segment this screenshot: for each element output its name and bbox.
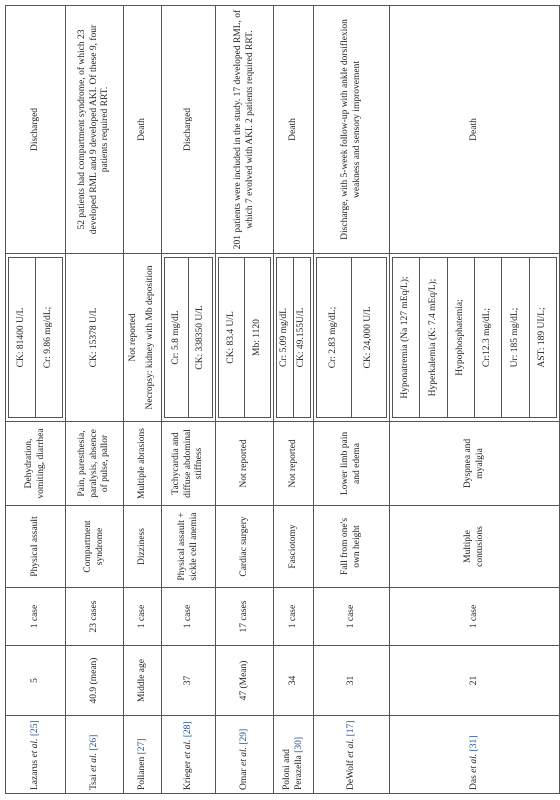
lab-value: Hypophosphatemia;	[447, 258, 474, 418]
cases-cell: 1 case	[314, 588, 390, 646]
symptoms-cell: Not reported	[216, 422, 274, 506]
cause-cell: Fall from one's own height	[314, 506, 390, 588]
symptoms-cell: Not reported	[274, 422, 314, 506]
table-row	[216, 6, 274, 794]
age-cell: 21	[390, 646, 560, 716]
lab-value: Cr: 5.8 mg/dL	[165, 258, 189, 418]
symptoms-cell: Pain, paresthesia, paralysis, absence of pulse, pallor	[66, 422, 124, 506]
cause-cell: Multiple contusions	[390, 506, 560, 588]
author-cell: Tsai et al. [26]	[66, 716, 124, 794]
author-cell: DeWolf et al. [17]	[314, 716, 390, 794]
cases-cell: 1 case	[124, 588, 162, 646]
lab-value: CK: 338350 U/L	[189, 258, 213, 418]
outcome-cell: Death	[124, 6, 162, 254]
author-cell: Poloni and Perazella [30]	[274, 716, 314, 794]
cause-cell: Fasciotomy	[274, 506, 314, 588]
outcome-cell: 201 patients were included in the study. 17 developed RML, of which 7 evolved with AKI. 2 patients required RRT.	[216, 6, 274, 254]
reference-link[interactable]: [30]	[293, 736, 304, 753]
lab-value: Cr: 9.86 mg/dL;	[36, 258, 63, 418]
labs-cell	[274, 254, 314, 422]
labs-cell	[314, 254, 390, 422]
cause-cell: Cardiac surgery	[216, 506, 274, 588]
cases-cell: 1 case	[274, 588, 314, 646]
lab-value: CK: 24,000 U/L	[352, 258, 387, 418]
cases-cell: 17 cases	[216, 588, 274, 646]
table-row	[124, 6, 162, 794]
lab-value: CK: 49.155U/L	[294, 258, 311, 418]
author-cell: Pollanen [27]	[124, 716, 162, 794]
labs-cell: CK: 15378 U/L	[66, 254, 124, 422]
outcome-cell: Death	[390, 6, 560, 254]
labs-cell	[216, 254, 274, 422]
case-table	[5, 5, 560, 794]
table-row	[274, 6, 314, 794]
author-cell: Omar et al. [29]	[216, 716, 274, 794]
symptoms-cell: Tachycardia and diffuse abdominal stiffness	[162, 422, 216, 506]
lab-value: Hyponatremia (Na 127 mEq/L);	[393, 258, 420, 418]
reference-link[interactable]: [29]	[238, 728, 249, 745]
labs-cell	[162, 254, 216, 422]
age-cell: 40.9 (mean)	[66, 646, 124, 716]
symptoms-cell: Dyspnea and myalgia	[390, 422, 560, 506]
lab-value: Not reported	[128, 313, 139, 362]
lab-value: CK: 81400 U/L	[9, 258, 36, 418]
lab-value: Cr:12.3 mg/dL;	[474, 258, 501, 418]
author-cell: Lazarus et al. [25]	[6, 716, 66, 794]
lab-value: Cr: 2.83 mg/dL;	[317, 258, 352, 418]
cases-cell: 1 case	[162, 588, 216, 646]
age-cell: 34	[274, 646, 314, 716]
reference-link[interactable]: [17]	[345, 720, 356, 737]
symptoms-cell: Dehydration, vomiting, diarrhea	[6, 422, 66, 506]
age-cell: 47 (Mean)	[216, 646, 274, 716]
labs-cell	[6, 254, 66, 422]
lab-value: Necropsy: kidney with Mb deposition	[144, 265, 155, 410]
outcome-cell: Discharge, with 5-week follow-up with ankle dorsiflexion weakness and sensory improvement	[314, 6, 390, 254]
age-cell: Middle age	[124, 646, 162, 716]
cases-cell: 1 case	[6, 588, 66, 646]
lab-value: Cr: 5.09 mg/dL	[277, 258, 294, 418]
table-row	[6, 6, 66, 794]
cases-cell: 23 cases	[66, 588, 124, 646]
outcome-cell: 52 patients had compartment syndrome, of which 23 developed RML and 9 developed AKI. Of these 9, four patients required RRT.	[66, 6, 124, 254]
reference-link[interactable]: [28]	[182, 721, 193, 738]
cause-cell: Physical assault + sickle cell anemia	[162, 506, 216, 588]
lab-value: Hyperkalemia (K: 7.4 mEq/L);	[420, 258, 447, 418]
table-row	[390, 6, 560, 794]
age-cell: 5	[6, 646, 66, 716]
age-cell: 31	[314, 646, 390, 716]
age-cell: 37	[162, 646, 216, 716]
lab-value: CK: 83.4 U/L	[219, 258, 245, 418]
lab-value: Mb: 1120	[245, 258, 271, 418]
reference-link[interactable]: [25]	[29, 720, 40, 737]
labs-cell	[390, 254, 560, 422]
cause-cell: Compartment syndrome	[66, 506, 124, 588]
table-row	[66, 6, 124, 794]
author-cell: Das et al. [31]	[390, 716, 560, 794]
symptoms-cell: Multiple abrasions	[124, 422, 162, 506]
lab-value: AST: 189 UI/L;	[529, 258, 556, 418]
cases-cell: 1 case	[390, 588, 560, 646]
labs-cell	[124, 254, 162, 422]
lab-value: Ur: 185 mg/dL;	[502, 258, 529, 418]
author-cell: Krieger et al. [28]	[162, 716, 216, 794]
table-row	[314, 6, 390, 794]
outcome-cell: Death	[274, 6, 314, 254]
cause-cell: Dizziness	[124, 506, 162, 588]
outcome-cell: Discharged	[162, 6, 216, 254]
cause-cell: Physical assault	[6, 506, 66, 588]
symptoms-cell: Lower limb pain and edema	[314, 422, 390, 506]
reference-link[interactable]: [31]	[468, 735, 479, 752]
outcome-cell: Discharged	[6, 6, 66, 254]
reference-link[interactable]: [27]	[136, 738, 147, 755]
reference-link[interactable]: [26]	[88, 734, 99, 751]
table-row	[162, 6, 216, 794]
